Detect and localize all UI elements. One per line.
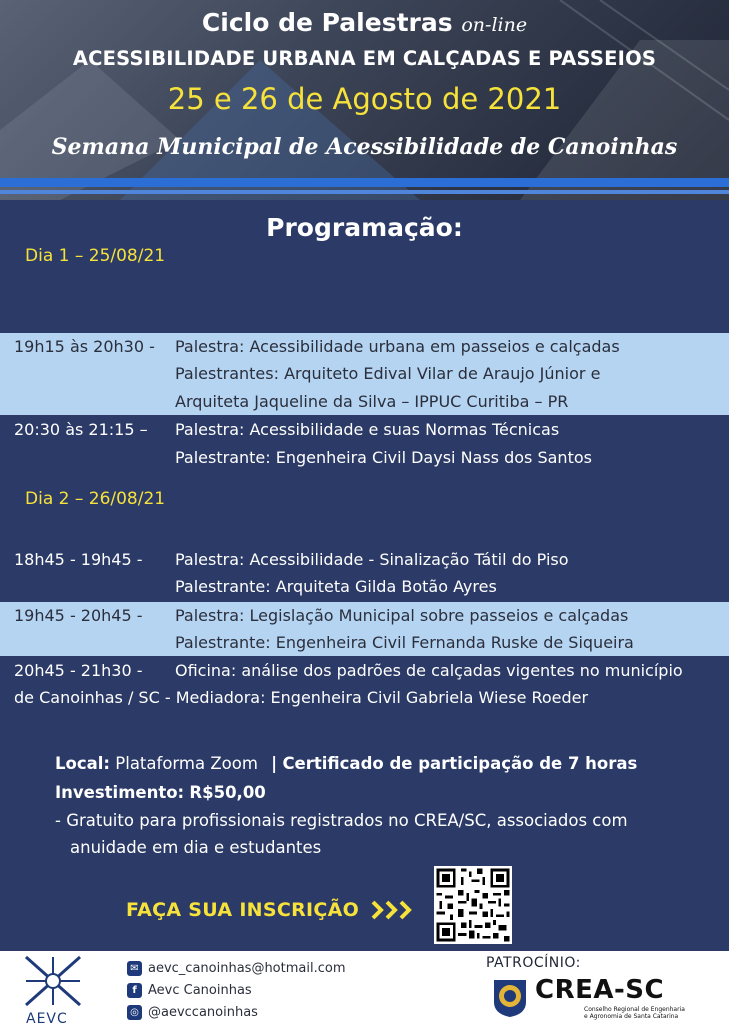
aevc-logo-icon — [22, 955, 84, 1007]
contact-email[interactable] — [127, 961, 345, 976]
row-time: 19h45 - 20h45 - — [14, 606, 143, 625]
email-text: aevc_canoinhas@hotmail.com — [148, 961, 346, 976]
schedule-row — [0, 602, 729, 656]
day2-label: Dia 2 – 26/08/21 — [25, 489, 166, 509]
crea-subtitle-line1: Conselho Regional de Engenharia — [584, 1006, 685, 1013]
row-content: Oficina: análise dos padrões de calçadas vigentes no município — [175, 661, 683, 680]
header-divider-thin — [0, 190, 729, 194]
row-content: Palestra: Acessibilidade urbana em passeios e calçadas — [175, 337, 620, 356]
row-time: 19h15 às 20h30 - — [14, 337, 155, 356]
row-time: 20:30 às 21:15 – — [14, 420, 148, 439]
instagram-text: @aevccanoinhas — [148, 1005, 258, 1020]
crea-subtitle — [584, 1006, 685, 1020]
instagram-icon: ◎ — [127, 1005, 142, 1020]
crea-name: CREA-SC — [535, 975, 665, 1005]
program-title: Programação: — [266, 213, 463, 242]
event-header — [0, 0, 729, 200]
day1-label: Dia 1 – 25/08/21 — [25, 246, 166, 266]
schedule-row — [0, 416, 729, 472]
event-week-title: Semana Municipal de Acessibilidade de Canoinhas — [51, 134, 678, 160]
online-label: on-line — [461, 14, 528, 36]
row-time: 20h45 - 21h30 - — [14, 661, 143, 680]
local-label: Local: — [55, 754, 111, 773]
row-time: 18h45 - 19h45 - — [14, 550, 143, 569]
contact-facebook[interactable] — [127, 983, 252, 998]
sponsor-label: PATROCÍNIO: — [486, 955, 581, 971]
investment-value: R$50,00 — [189, 783, 266, 802]
local-info — [55, 754, 637, 773]
facebook-icon: f — [127, 983, 142, 998]
footer — [0, 951, 729, 1030]
row-content: Palestrantes: Arquiteto Edival Vilar de Araujo Júnior e — [175, 364, 601, 383]
facebook-text: Aevc Canoinhas — [148, 983, 252, 998]
row-content: Palestrante: Engenheira Civil Daysi Nass dos Santos — [175, 448, 592, 467]
crea-seal-icon — [490, 976, 530, 1018]
row-content: Palestra: Acessibilidade e suas Normas Técnicas — [175, 420, 560, 439]
schedule-row — [0, 333, 729, 415]
header-divider — [0, 178, 729, 187]
free-info-line1: - Gratuito para profissionais registrados no CREA/SC, associados com — [55, 811, 628, 830]
certificate-info: Certificado de participação de 7 horas — [282, 754, 638, 773]
schedule-row — [0, 546, 729, 601]
row-content: Arquiteta Jaqueline da Silva – IPPUC Curitiba – PR — [175, 392, 569, 411]
info-separator: | — [271, 754, 278, 773]
row-content: de Canoinhas / SC - Mediadora: Engenheira Civil Gabriela Wiese Roeder — [14, 688, 589, 707]
schedule-row — [0, 657, 729, 712]
free-info-line2: anuidade em dia e estudantes — [70, 838, 322, 857]
event-subtitle: ACESSIBILIDADE URBANA EM CALÇADAS E PASSEIOS — [72, 47, 657, 70]
contact-instagram[interactable] — [127, 1005, 258, 1020]
program-section — [0, 200, 729, 951]
local-value: Plataforma Zoom — [115, 754, 258, 773]
register-cta-label[interactable]: FAÇA SUA INSCRIÇÃO — [126, 899, 360, 921]
email-icon: ✉ — [127, 961, 142, 976]
row-content: Palestra: Legislação Municipal sobre passeios e calçadas — [175, 606, 629, 625]
event-dates: 25 e 26 de Agosto de 2021 — [167, 82, 562, 116]
row-content: Palestrante: Arquiteta Gilda Botão Ayres — [175, 577, 497, 596]
aevc-name: AEVC — [26, 1011, 68, 1027]
row-content: Palestra: Acessibilidade - Sinalização Tátil do Piso — [175, 550, 569, 569]
investment-label: Investimento: — [55, 783, 185, 802]
chevrons-right-icon — [371, 899, 417, 921]
investment-info — [55, 783, 266, 802]
qr-code-icon[interactable] — [434, 866, 512, 944]
crea-subtitle-line2: e Agronomia de Santa Catarina — [584, 1013, 679, 1020]
row-content: Palestrante: Engenheira Civil Fernanda Ruske de Siqueira — [175, 633, 634, 652]
event-title: Ciclo de Palestras on-line — [201, 8, 528, 37]
